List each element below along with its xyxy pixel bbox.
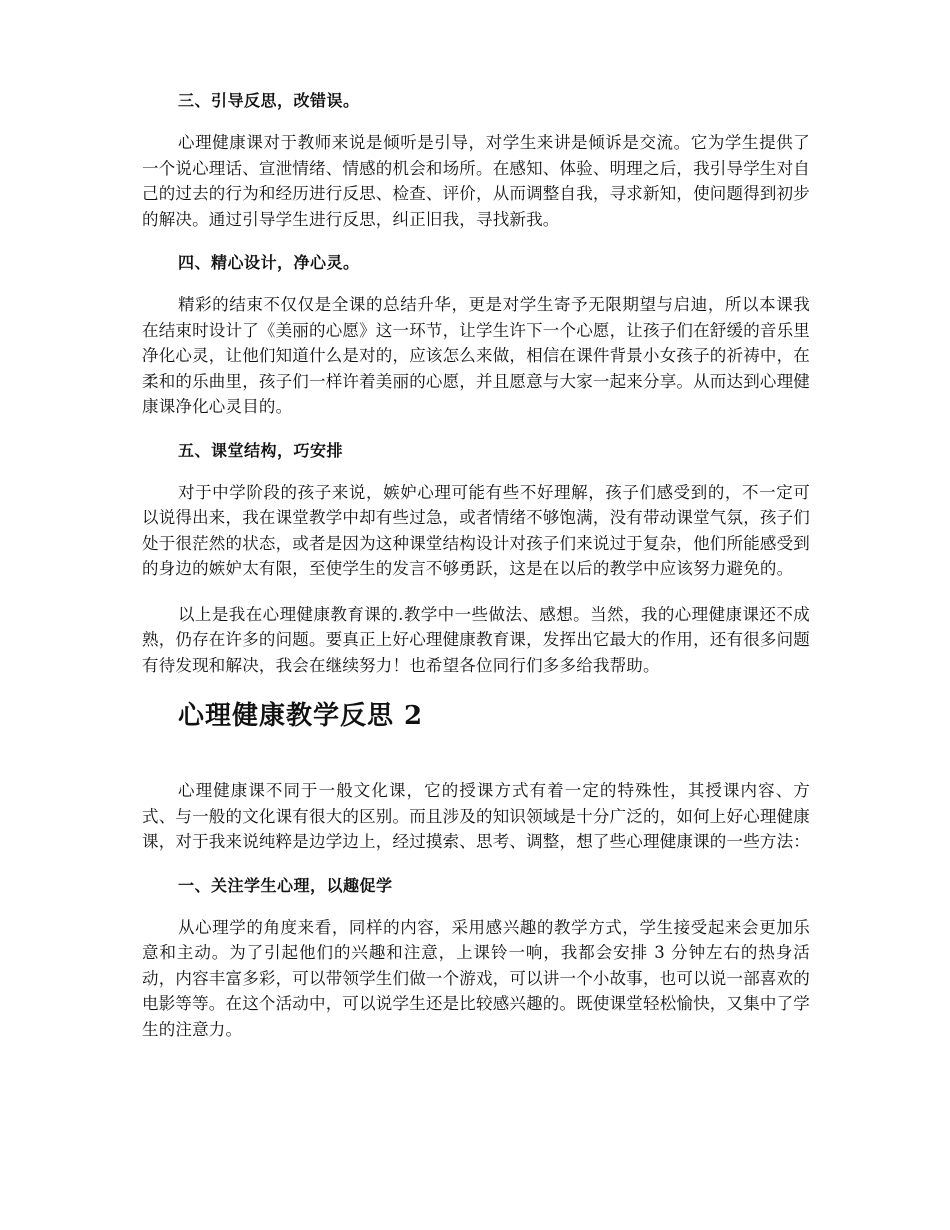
- section-heading-1: 一、关注学生心理，以趣促学: [178, 875, 393, 895]
- intro-paragraph: 心理健康课不同于一般文化课，它的授课方式有着一定的特殊性，其授课内容、方式、与一般的文化课有很大的区别。而且涉及的知识领域是十分广泛的，如何上好心理健康课，对于我来说纯粹是边学边上，经过摸索、思考、调整，想了些心理健康课的一些方法：: [142, 781, 810, 851]
- closing-paragraph: 以上是我在心理健康教育课的.教学中一些做法、感想。当然，我的心理健康课还不成熟，仍存在许多的问题。要真正上好心理健康教育课，发挥出它最大的作用，还有很多问题有待发现和解决，我会在继续努力！也希望各位同行们多多给我帮助。: [142, 604, 810, 675]
- section-heading-3: 三、引导反思，改错误。: [178, 91, 360, 110]
- section-paragraph-1: 从心理学的角度来看，同样的内容，采用感兴趣的教学方式，学生接受起来会更加乐意和主动。为了引起他们的兴趣和注意，上课铃一响，我都会安排 3 分钟左右的热身活动，内容丰富多彩，可以带领学生们做一个游戏，可以讲一个小故事，也可以说一部喜欢的电影等等。在这个活动中，可以说学生还是比较感兴趣的。既使课堂轻松愉快，又集中了学生的注意力。: [142, 917, 810, 1039]
- section-heading-5: 五、课堂结构，巧安排: [178, 440, 344, 460]
- section-paragraph-4: 精彩的结束不仅仅是全课的总结升华，更是对学生寄予无限期望与启迪，所以本课我在结束时设计了《美丽的心愿》这一环节，让学生许下一个心愿，让孩子们在舒缓的音乐里净化心灵，让他们知道什么是对的，应该怎么来做，相信在课件背景小女孩子的祈祷中，在柔和的乐曲里，孩子们一样许着美丽的心愿，并且愿意与大家一起来分享。从而达到心理健康课净化心灵目的。: [142, 295, 810, 416]
- section-paragraph-3: 心理健康课对于教师来说是倾听是引导，对学生来讲是倾诉是交流。它为学生提供了一个说心理话、宣泄情绪、情感的机会和场所。在感知、体验、明理之后，我引导学生对自己的过去的行为和经历进行反思、检查、评价，从而调整自我，寻求新知，使问题得到初步的解决。通过引导学生进行反思，纠正旧我，寻找新我。: [142, 133, 810, 229]
- document-page: [142, 90, 810, 1042]
- document-title: 心理健康教学反思 2: [178, 701, 424, 731]
- section-paragraph-5: 对于中学阶段的孩子来说，嫉妒心理可能有些不好理解，孩子们感受到的，不一定可以说得出来，我在课堂教学中却有些过急，或者情绪不够饱满，没有带动课堂气氛，孩子们处于很茫然的状态，或者是因为这种课堂结构设计对孩子们来说过于复杂，他们所能感受到的身边的嫉妒太有限，至使学生的发言不够勇跃，这是在以后的教学中应该努力避免的。: [142, 482, 810, 578]
- section-heading-4: 四、精心设计，净心灵。: [178, 253, 360, 272]
